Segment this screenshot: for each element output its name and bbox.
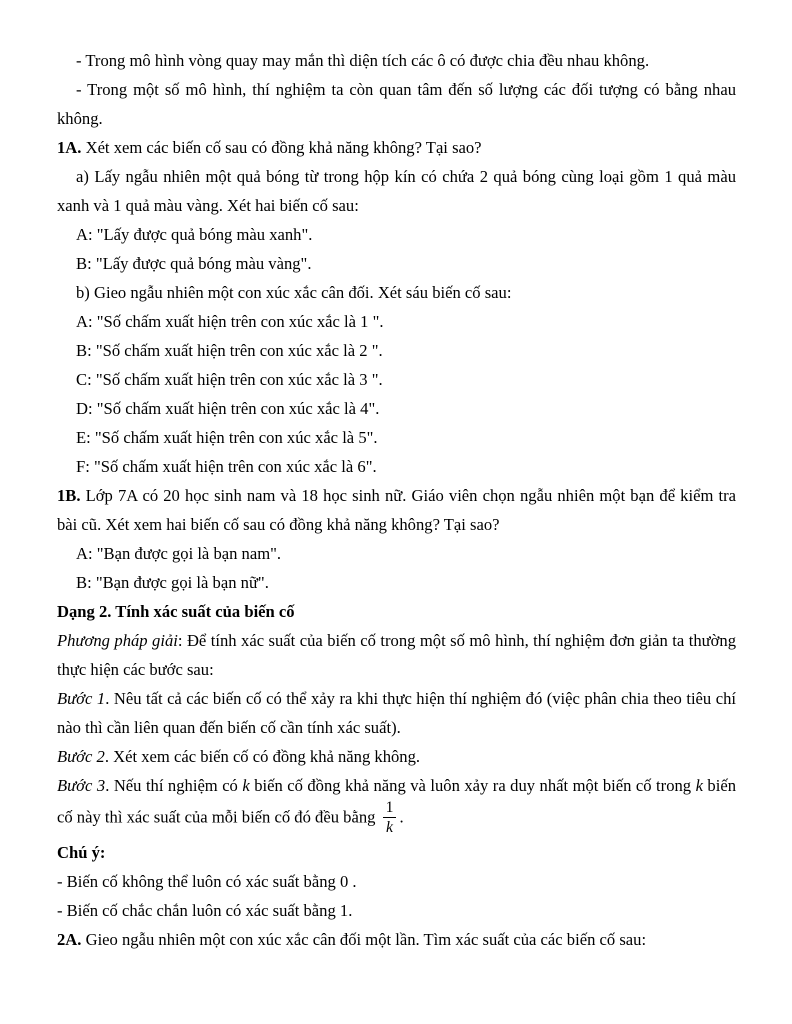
text-run: Dạng 2. Tính xác suất của biến cố [57,602,295,621]
event-C-dice [57,365,736,394]
text-run: - Biến cố không thể luôn có xác suất bằng 0 . [57,871,357,891]
text-run: b) Gieo ngẫu nhiên một con xúc xắc cân đối. Xét sáu biến cố sau: [76,283,512,302]
text-run: Phương pháp giải [57,631,178,650]
text-run: B: "Lấy được quả bóng màu vàng". [76,254,312,273]
problem-2A [57,925,736,954]
bullet-note-objects [57,75,736,133]
text-run: . Nêu tất cả các biến cố có thể xảy ra khi thực hiện thí nghiệm đó (việc phân chia theo tiêu chí nào thì cần liên quan đến biến cố cần tính xác suất). [57,689,736,737]
text-run: Bước 1 [57,689,106,708]
text-run: biến cố này thì xác suất của mỗi biến cố đó đều bằng [57,776,737,827]
problem-1A-part-b [57,278,736,307]
text-run: Chú ý: [57,842,106,862]
text-run: D: "Số chấm xuất hiện trên con xúc xắc là 4". [76,399,380,418]
event-E-dice [57,423,736,452]
text-run: Bước 3 [57,776,106,795]
text-run: . [399,807,404,827]
event-D-dice [57,394,736,423]
problem-1B [57,481,736,539]
bullet-note-wheel [57,46,736,75]
method-intro [57,626,736,684]
text-run: E: "Số chấm xuất hiện trên con xúc xắc là 5". [76,428,378,447]
note-impossible-event [57,867,736,896]
step-1 [57,684,736,742]
text-run: A: "Số chấm xuất hiện trên con xúc xắc là 1 ". [76,312,384,331]
text-run: - Biến cố chắc chắn luôn có xác suất bằng 1. [57,900,353,920]
text-run: - Trong mô hình vòng quay may mắn thì diện tích các ô có được chia đều nhau không. [76,51,650,70]
event-A-student [57,539,736,568]
text-run: a) Lấy ngẫu nhiên một quả bóng từ trong hộp kín có chứa 2 quả bóng cùng loại gồm 1 quả màu xanh và 1 quả màu vàng. Xét hai biến cố sau: [57,167,736,215]
text-run: . Nếu thí nghiệm có [105,776,243,795]
heading-dang-2 [57,597,736,626]
text-run: C: "Số chấm xuất hiện trên con xúc xắc là 3 ". [76,370,383,389]
text-run: F: "Số chấm xuất hiện trên con xúc xắc là 6". [76,457,377,476]
text-run: : Để tính xác suất của biến cố trong một số mô hình, thí nghiệm đơn giản ta thường thực hiện các bước sau: [57,631,736,679]
problem-1A-part-a [57,162,736,220]
text-run: B: "Số chấm xuất hiện trên con xúc xắc là 2 ". [76,341,383,360]
note-certain-event [57,896,736,925]
text-run: Lớp 7A có 20 học sinh nam và 18 học sinh nữ. Giáo viên chọn ngẫu nhiên một bạn để kiểm tra bài cũ. Xét xem hai biến cố sau có đồng khả năng không? Tại sao? [57,486,736,534]
text-run: B: "Bạn được gọi là bạn nữ". [76,573,269,592]
step-2 [57,742,736,771]
text-run: 1B. [57,486,81,505]
note-heading [57,838,736,867]
text-run: biến cố đồng khả năng và luôn xảy ra duy nhất một biến cố trong [249,776,696,795]
fraction-numerator: 1 [383,799,397,818]
event-F-dice [57,452,736,481]
step-3 [57,771,736,838]
text-run: k [242,776,250,795]
event-A-dice [57,307,736,336]
problem-1A [57,133,736,162]
event-A-ball [57,220,736,249]
text-run: k [695,776,703,795]
text-run: 1A. [57,138,82,157]
fraction [383,799,397,837]
event-B-ball [57,249,736,278]
text-run: - Trong một số mô hình, thí nghiệm ta còn quan tâm đến số lượng các đối tượng có bằng nhau không. [57,80,736,128]
text-run: 2A. [57,929,82,949]
event-B-student [57,568,736,597]
text-run: Gieo ngẫu nhiên một con xúc xắc cân đối một lần. Tìm xác suất của các biến cố sau: [81,929,647,949]
text-run: . Xét xem các biến cố có đồng khả năng không. [104,747,421,766]
text-run: Bước 2 [57,747,105,766]
text-run: Xét xem các biến cố sau có đồng khả năng không? Tại sao? [81,138,482,157]
fraction-denominator: k [386,819,393,837]
text-run: A: "Bạn được gọi là bạn nam". [76,544,282,563]
event-B-dice [57,336,736,365]
text-run: A: "Lấy được quả bóng màu xanh". [76,225,313,244]
